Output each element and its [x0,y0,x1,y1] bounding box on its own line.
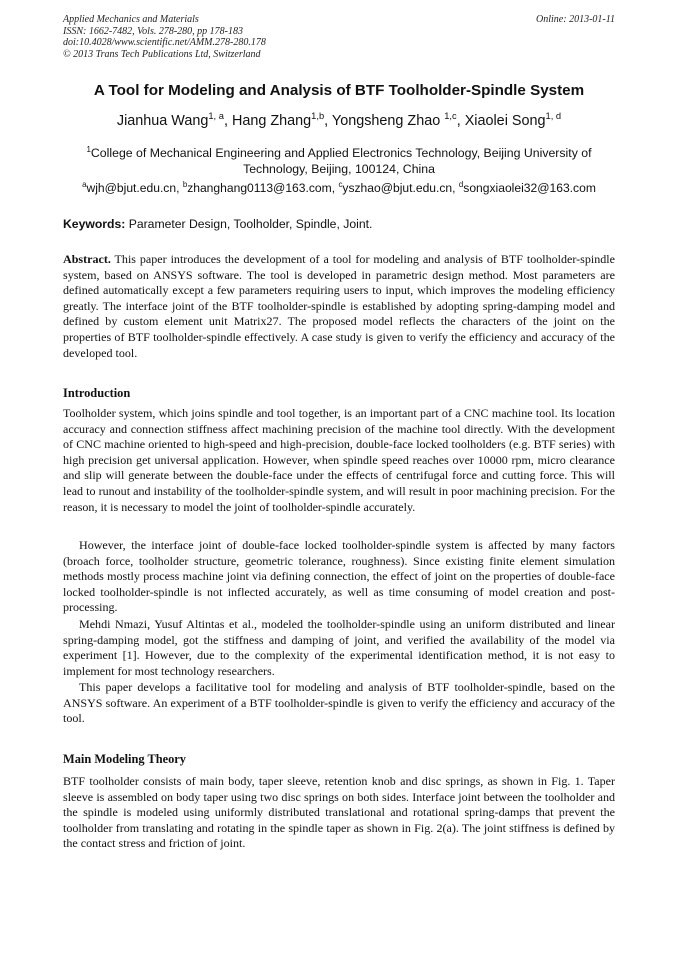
section-heading-introduction: Introduction [63,386,131,400]
affiliation-mark: 1 [86,144,91,154]
keywords-label: Keywords: [63,217,126,231]
email-address[interactable]: yszhao@bjut.edu.cn [342,181,453,195]
author-name: Yongsheng Zhao [331,113,445,129]
intro-paragraph-4 [63,680,615,727]
intro-paragraph-1: Toolholder system, which joins spindle and tool together, is an important part of a CNC machine tool. Its location accuracy and connection stiffness affect machining precision of the machine tool directly. With the development of CNC machine oriented to high-speed and high-precision, double-face locked toolholders (e.g. BTF series) with high precision get universal application. However, when spindle speed reaches over 10000 rpm, micro clearance and slip will generate between the double-face under the effects of centrifugal force and cutting force. This will lead to runout and instability of the toolholder-spindle system, and will result in poor machining precision. For the reason, it is necessary to model the joint of toolholder-spindle accurately. [63,406,615,514]
email-mark: b [182,179,188,189]
intro-paragraph-3 [63,617,615,679]
paper-title: A Tool for Modeling and Analysis of BTF Toolholder-Spindle System [93,82,585,99]
abstract-label: Abstract. [63,252,111,266]
main-modeling-paragraph-1: BTF toolholder consists of main body, taper sleeve, retention knob and disc springs, as shown in Fig. 1. Taper sleeve is assembled on body taper using two disc springs on both sides. Interface joint between the toolholder and the spindle is modeled using uniformly distributed translational and rotational spring-damps that prevent the toolholder from translating and rotating in the spindle taper as shown in Fig. 2(a). The joint stiffness is defined by the contact stress and friction of joint. [63,774,615,851]
email-address[interactable]: songxiaolei32@163.com [463,181,596,195]
issn-line: ISSN: 1662-7482, Vols. 278-280, pp 178-183 [63,25,243,37]
author-affil-mark: 1, d [545,111,562,122]
author-name: Hang Zhang [231,113,312,129]
affiliation-text: College of Mechanical Engineering and Applied Electronics Technology, Beijing University of Technology, Beijing, 100124, China [90,146,592,176]
email-address[interactable]: zhanghang0113@163.com [187,181,332,195]
author-affil-mark: 1,c [444,111,457,122]
doi-line[interactable]: doi:10.4028/www.scientific.net/AMM.278-280.178 [63,37,266,48]
email-list: $^a$wjh@bjut.edu.cn, $^b$zhanghang0113@163.com, $^c$yszhao@bjut.edu.cn, $^d$songxiaolei32@163.com [82,179,596,195]
author-affil-mark: 1,b [311,111,325,122]
abstract-paragraph [63,252,615,361]
paragraph-text: Mehdi Nmazi, Yusuf Altintas et al., modeled the toolholder-spindle using an uniform distributed and linear spring-damping model, got the stiffness and damping of joint, and verified the availability of the model via experiment [1]. However, due to the complexity of the experimental identification method, it is not easy to implement for most technology researchers. [63,617,615,678]
author-name: Jianhua Wang [116,113,209,129]
email-mark: d [458,179,464,189]
abstract-text: This paper introduces the development of a tool for modeling and analysis of BTF toolholder-spindle system, based on ANSYS software. The tool is developed in parametric design method. Most parameters are defined automatically except a few parameters requiring users to input, which improves the modeling efficiency greatly. The interface joint of the BTF toolholder-spindle is established by adopting spring-damping model and defined by custom element unit Matrix27. The proposed model reflects the characters of the joint on the properties of BTF toolholder-spindle effectively. A case study is given to verify the efficiency and accuracy of the developed tool. [63,252,615,360]
intro-paragraph-2 [63,538,615,616]
copyright-line: © 2013 Trans Tech Publications Ltd, Switzerland [63,48,261,60]
author-affil-mark: 1, a [208,111,224,122]
paragraph-text: However, the interface joint of double-face locked toolholder-spindle system is affected by many factors (broach force, toolholder structure, geometric tolerance, roughness). Since existing finite element simulation methods mostly process machine joint via defining connection, the effect of joint on the properties of double-face locked toolholder-spindle is not inflected accurately, as well as time consuming of model creation and post-processing. [63,538,615,615]
email-mark: c [338,179,343,189]
online-date: Online: 2013-01-11 [536,14,615,25]
author-name: Xiaolei Song [464,113,546,129]
author-list: Jianhua Wang$^{1, a}$, Hang Zhang$^{1,b}$, Yongsheng Zhao $^{1,c}$, Xiaolei Song$^{1, d}$ [116,111,562,129]
journal-name: Applied Mechanics and Materials [63,14,199,25]
journal-header [63,14,615,60]
paragraph-text: This paper develops a facilitative tool for modeling and analysis of BTF toolholder-spindle, based on the ANSYS software. An experiment of a BTF toolholder-spindle is given to verify the efficiency and accuracy of the tool. [63,680,615,726]
email-mark: a [82,179,87,189]
email-address[interactable]: wjh@bjut.edu.cn [86,181,177,195]
affiliation [66,146,612,177]
keywords-text: Parameter Design, Toolholder, Spindle, Joint. [125,217,373,231]
keywords [63,217,615,231]
section-heading-main-modeling: Main Modeling Theory [63,752,186,766]
